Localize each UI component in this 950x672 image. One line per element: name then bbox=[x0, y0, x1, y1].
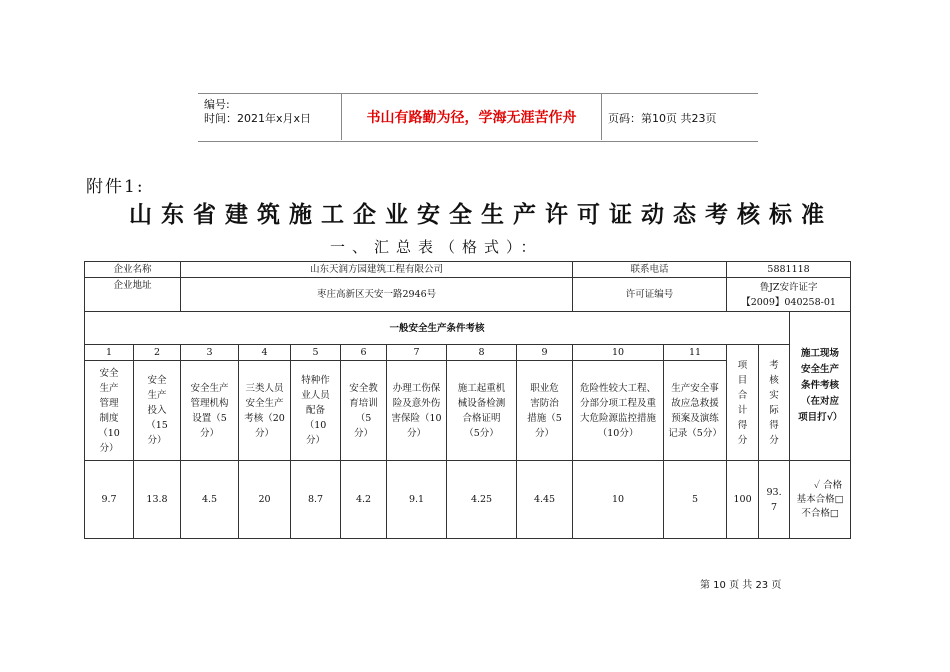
column-number: 6 bbox=[341, 345, 387, 361]
company-name-value: 山东天润方园建筑工程有限公司 bbox=[181, 262, 573, 278]
result-pass[interactable]: ✓ 合格 bbox=[813, 479, 843, 491]
column-number: 11 bbox=[664, 345, 727, 361]
score-cell: 9.7 bbox=[85, 461, 134, 539]
column-number: 7 bbox=[387, 345, 447, 361]
column-number: 9 bbox=[517, 345, 573, 361]
column-number: 1 bbox=[85, 345, 134, 361]
page-subtitle: 一、汇总表（格式）： bbox=[330, 238, 543, 256]
company-name-label: 企业名称 bbox=[85, 262, 181, 278]
column-number: 4 bbox=[239, 345, 291, 361]
result-cell bbox=[790, 461, 851, 539]
phone-value: 5881118 bbox=[727, 262, 851, 278]
score-row bbox=[85, 461, 851, 539]
result-fail[interactable]: 不合格□ bbox=[801, 507, 839, 519]
license-label: 许可证编号 bbox=[573, 278, 727, 312]
column-label: 安全生产投入（15分） bbox=[134, 361, 181, 461]
phone-label: 联系电话 bbox=[573, 262, 727, 278]
column-number: 8 bbox=[447, 345, 517, 361]
column-number-row bbox=[85, 345, 851, 361]
score-cell: 8.7 bbox=[291, 461, 341, 539]
column-label: 安全教育培训（5分） bbox=[341, 361, 387, 461]
column-label: 办理工伤保险及意外伤害保险（10分） bbox=[387, 361, 447, 461]
score-cell: 13.8 bbox=[134, 461, 181, 539]
attachment-label: 附件1: bbox=[86, 177, 145, 197]
company-address-label: 企业地址 bbox=[85, 278, 181, 312]
header-meta bbox=[204, 98, 342, 126]
column-number: 5 bbox=[291, 345, 341, 361]
score-cell: 9.1 bbox=[387, 461, 447, 539]
table-row bbox=[85, 278, 851, 312]
column-label: 安全生产管理制度（10分） bbox=[85, 361, 134, 461]
result-basic[interactable]: 基本合格□ bbox=[796, 493, 844, 505]
items-total-value: 100 bbox=[727, 461, 759, 539]
table-row bbox=[85, 262, 851, 278]
page-title: 山东省建筑施工企业安全生产许可证动态考核标准 bbox=[129, 201, 833, 228]
license-value-line-1: 鲁JZ安许证字 bbox=[759, 281, 818, 293]
score-cell: 5 bbox=[664, 461, 727, 539]
summary-table bbox=[84, 261, 851, 539]
score-cell: 20 bbox=[239, 461, 291, 539]
column-label: 特种作业人员配备（10分） bbox=[291, 361, 341, 461]
document-header bbox=[198, 93, 758, 142]
items-total-label: 项目合计得分 bbox=[727, 345, 759, 461]
header-motto: 书山有路勤为径，学海无涯苦作舟 bbox=[341, 94, 602, 140]
score-cell: 4.25 bbox=[447, 461, 517, 539]
actual-score-label: 考核实际得分 bbox=[759, 345, 790, 461]
column-number: 2 bbox=[134, 345, 181, 361]
license-value bbox=[727, 278, 851, 312]
page-footer: 第 10 页 共 23 页 bbox=[700, 580, 782, 591]
general-section-title: 一般安全生产条件考核 bbox=[85, 312, 790, 345]
column-label: 施工起重机械设备检测合格证明（5分） bbox=[447, 361, 517, 461]
header-page-label: 页码：第10页 共23页 bbox=[608, 112, 717, 125]
column-label: 安全生产管理机构设置（5分） bbox=[181, 361, 239, 461]
score-cell: 10 bbox=[573, 461, 664, 539]
actual-score-value: 93.7 bbox=[759, 461, 790, 539]
score-cell: 4.5 bbox=[181, 461, 239, 539]
column-label: 职业危害防治措施（5分） bbox=[517, 361, 573, 461]
score-cell: 4.45 bbox=[517, 461, 573, 539]
column-label: 危险性较大工程、分部分项工程及重大危险源监控措施（10分） bbox=[573, 361, 664, 461]
site-section-title: 施工现场安全生产条件考核（在对应项目打√） bbox=[790, 312, 851, 461]
time-label: 时间：2021年x月x日 bbox=[204, 112, 312, 125]
column-label: 三类人员安全生产考核（20分） bbox=[239, 361, 291, 461]
column-number: 10 bbox=[573, 345, 664, 361]
table-row bbox=[85, 312, 851, 345]
column-label: 生产安全事故应急救援预案及演练记录（5分） bbox=[664, 361, 727, 461]
license-value-line-2: 【2009】040258-01 bbox=[741, 296, 836, 308]
code-label: 编号: bbox=[204, 98, 230, 111]
score-cell: 4.2 bbox=[341, 461, 387, 539]
company-address-value: 枣庄高新区天安一路2946号 bbox=[181, 278, 573, 312]
column-number: 3 bbox=[181, 345, 239, 361]
